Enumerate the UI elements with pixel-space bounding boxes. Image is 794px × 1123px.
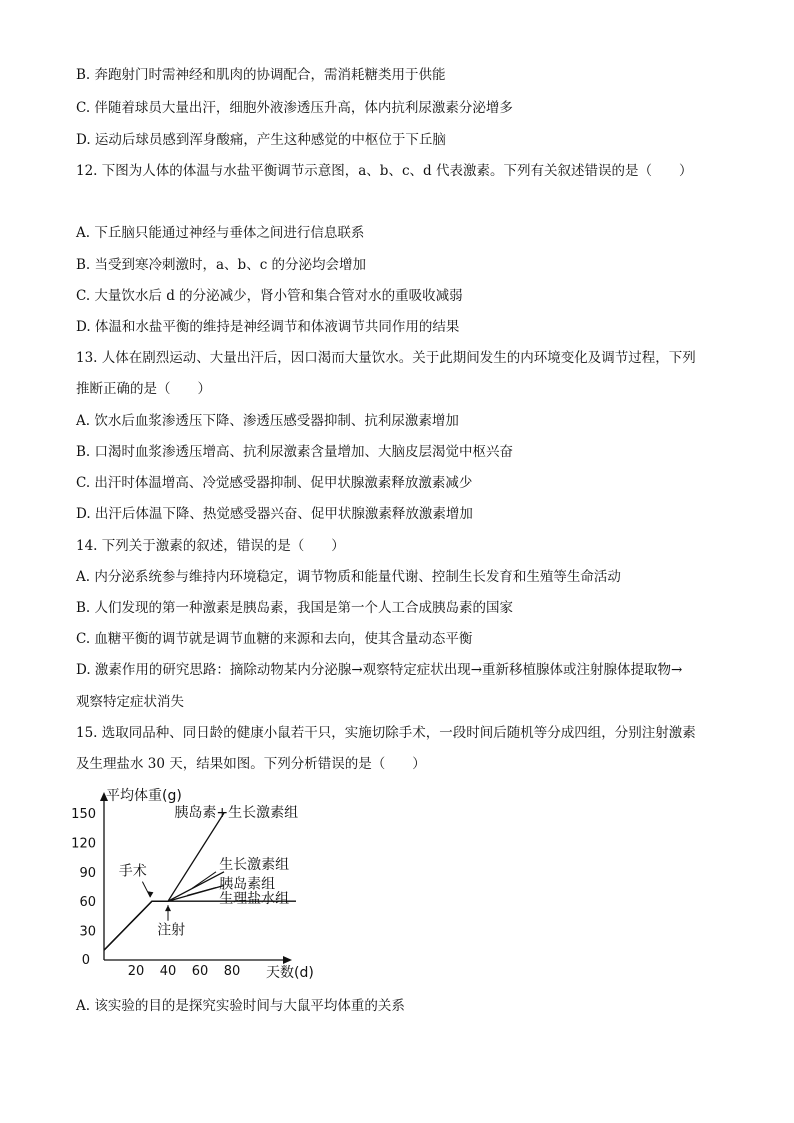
question-14-stem: 14. 下列关于激素的叙述，错误的是（ ） — [76, 538, 345, 554]
series-label: 生长激素组 — [219, 856, 290, 873]
series-label: 生理盐水组 — [219, 891, 290, 908]
injection-annotation: 注射 — [157, 922, 186, 939]
surgery-arrowhead — [147, 891, 153, 897]
option-c-q14: C. 血糖平衡的调节就是调节血糖的来源和去向，使其含量动态平衡 — [76, 631, 473, 647]
question-13-stem-cont: 推断正确的是（ ） — [76, 381, 211, 397]
injection-arrowhead — [165, 905, 171, 911]
option-a-q15: A. 该实验的目的是探究实验时间与大鼠平均体重的关系 — [76, 998, 405, 1014]
y-tick-label: 120 — [71, 836, 96, 852]
option-b-q11: B. 奔跑射门时需神经和肌肉的协调配合，需消耗糖类用于供能 — [76, 67, 446, 83]
option-c-q13: C. 出汗时体温增高、冷觉感受器抑制、促甲状腺激素释放激素减少 — [76, 475, 473, 491]
option-a-q14: A. 内分泌系统参与维持内环境稳定，调节物质和能量代谢、控制生长发育和生殖等生命活动 — [76, 569, 621, 585]
surgery-pointer — [142, 882, 150, 898]
series-line — [104, 901, 296, 950]
question-15-stem: 15. 选取同品种、同日龄的健康小鼠若干只，实施切除手术，一段时间后随机等分成四组，分别注射激素 — [76, 725, 696, 741]
question-12-stem: 12. 下图为人体的体温与水盐平衡调节示意图，a、b、c、d 代表激素。下列有关叙述错误的是（ ） — [76, 163, 693, 179]
x-tick-label: 20 — [127, 964, 145, 979]
y-tick-label: 60 — [79, 895, 96, 911]
question-13-stem: 13. 人体在剧烈运动、大量出汗后，因口渴而大量饮水。关于此期间发生的内环境变化及调节过程，下列 — [76, 350, 696, 366]
option-b-q13: B. 口渴时血浆渗透压增高、抗利尿激素含量增加、大脑皮层渴觉中枢兴奋 — [76, 444, 514, 460]
option-c-q12: C. 大量饮水后 d 的分泌减少，肾小管和集合管对水的重吸收减弱 — [76, 288, 463, 304]
option-d-q13: D. 出汗后体温下降、热觉感受器兴奋、促甲状腺激素释放激素增加 — [76, 506, 473, 522]
y-tick-label: 0 — [81, 953, 90, 968]
surgery-annotation: 手术 — [118, 863, 147, 880]
option-d-q14-cont: 观察特定症状消失 — [76, 694, 184, 710]
y-tick-label: 150 — [71, 807, 96, 822]
series-label: 胰岛素+生长激素组 — [174, 805, 299, 821]
y-tick-label: 30 — [79, 924, 96, 940]
option-b-q12: B. 当受到寒冷刺激时，a、b、c 的分泌均会增加 — [76, 257, 367, 273]
x-tick-label: 80 — [223, 964, 241, 979]
option-d-q11: D. 运动后球员感到浑身酸痛，产生这种感觉的中枢位于下丘脑 — [76, 132, 446, 148]
y-axis-label: 平均体重(g) — [106, 788, 182, 804]
x-axis-arrow — [283, 956, 292, 964]
series-label: 胰岛素组 — [219, 876, 276, 893]
x-tick-label: 60 — [191, 964, 209, 979]
y-tick-label: 90 — [79, 865, 96, 881]
option-a-q12: A. 下丘脑只能通过神经与垂体之间进行信息联系 — [76, 225, 365, 241]
question-15-stem-cont: 及生理盐水 30 天，结果如图。下列分析错误的是（ ） — [76, 756, 426, 772]
series-line — [104, 886, 224, 951]
x-tick-label: 40 — [159, 964, 177, 979]
option-c-q11: C. 伴随着球员大量出汗，细胞外液渗透压升高，体内抗利尿激素分泌增多 — [76, 100, 513, 116]
x-axis-label: 天数(d) — [266, 965, 314, 981]
option-a-q13: A. 饮水后血浆渗透压下降、渗透压感受器抑制、抗利尿激素增加 — [76, 413, 459, 429]
option-d-q12: D. 体温和水盐平衡的维持是神经调节和体液调节共同作用的结果 — [76, 319, 460, 335]
leader-line — [192, 872, 216, 889]
body-weight-chart — [60, 782, 340, 982]
option-d-q14: D. 激素作用的研究思路：摘除动物某内分泌腺→观察特定症状出现→重新移植腺体或注射腺体提取物→ — [76, 662, 683, 678]
option-b-q14: B. 人们发现的第一种激素是胰岛素，我国是第一个人工合成胰岛素的国家 — [76, 600, 514, 616]
